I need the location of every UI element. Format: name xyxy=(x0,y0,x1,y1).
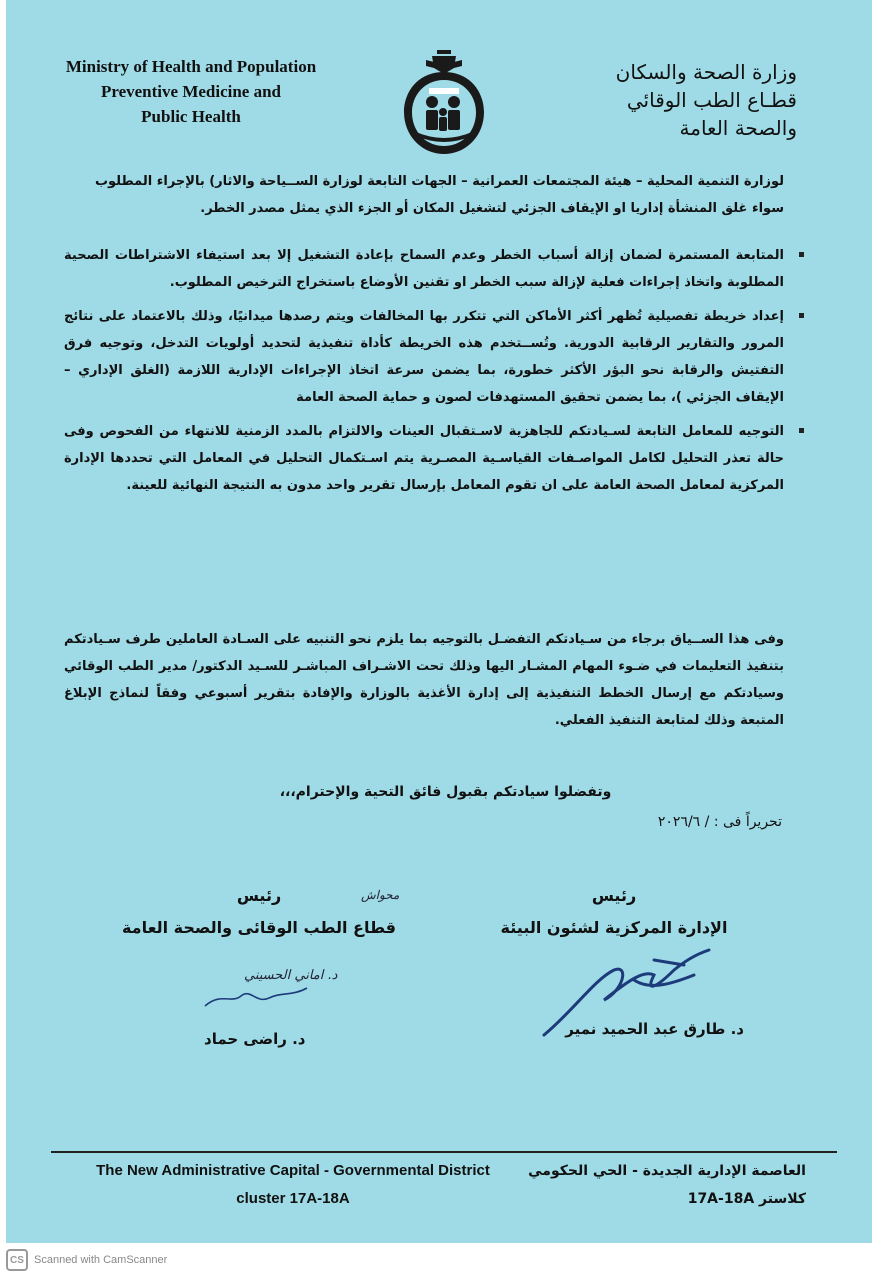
header-ar-line: والصحة العامة xyxy=(679,116,797,140)
signature-block-right xyxy=(474,880,754,944)
bullet-square-icon xyxy=(799,428,804,433)
intro-paragraph xyxy=(64,168,784,222)
footer-arabic xyxy=(516,1157,806,1213)
bullet-item xyxy=(64,303,784,411)
bullet-text: إعداد خريطة تفصيلية تُظهر أكثر الأماكن التي تتكرر بها المخالفات ويتم رصدها ميدانيًا، وذلك بالاعتماد على نتائج المرور والتقارير الرقابية الدورية. وتُســتخدم هذه الخريطة كأداة تنفيذية لتحديد أولويات التدخل، وتوجيه فرق التفتيش والرقابة نحو البؤر الأكثر خطورة، بما يضمن سرعة اتخاذ الإجراءات الإدارية اللازمة (الغلق الإداري – الإيقاف الجزئي )، بما يضمن تحقيق المستهدفات لصون و حماية الصحة العامة xyxy=(64,309,784,405)
bullet-text: المتابعة المستمرة لضمان إزالة أسباب الخطر وعدم السماح بإعادة التشغيل إلا بعد استيفاء الاشتراطات الصحية المطلوبة واتخاذ إجراءات فعلية لإزالة سبب الخطر او تقنين الأوضاع باستخراج الترخيص المطلوب. xyxy=(64,248,784,290)
signature-title: رئيس xyxy=(236,886,282,905)
camscanner-watermark xyxy=(6,1249,167,1271)
footer-divider xyxy=(51,1151,837,1153)
header-ar-line: وزارة الصحة والسكان xyxy=(615,60,797,84)
watermark-text: Scanned with CamScanner xyxy=(34,1254,168,1266)
bullet-square-icon xyxy=(799,252,804,257)
closing-salutation: وتفضلوا سيادتكم بقبول فائق التحية والإحترام،،، xyxy=(279,784,612,800)
date-label: تحريراً فى : xyxy=(713,814,782,830)
signature-department: قطاع الطب الوقائى والصحة العامة xyxy=(121,918,397,937)
header-arabic xyxy=(537,58,797,142)
signature-department: الإدارة المركزية لشئون البيئة xyxy=(500,918,728,937)
date-value: / ٢٠٢٦/٦ xyxy=(657,814,710,830)
signature-title: رئيس xyxy=(591,886,637,905)
header-ar-line: قطـاع الطب الوقائي xyxy=(626,88,797,112)
intro-line: لوزارة التنمية المحلية – هيئة المجتمعات العمرانية – الجهات التابعة لوزارة الســياحة والاثار) بالإجراء المطلوب xyxy=(94,174,784,189)
footer-en-line: cluster 17A-18A xyxy=(236,1190,350,1207)
request-paragraph: وفى هذا الســياق برجاء من سـيادتكم التفضـل بالتوجيه بما يلزم نحو التنبيه على السـادة العاملين طرف سـيادتكم بتنفيذ التعليمات في ضـوء المهام المشـار اليها وذلك تحت الاشـراف المباشـر للسـيد الدكتور/ مدير الطب الوقائي وسيادتكم مع إرسال الخطط التنفيذية إلى إدارة الأغذية بالوزارة والإفادة بتقرير أسبوعي وفقاً لنماذج الإبلاغ المتبعة وذلك لمتابعة التنفيذ الفعلي. xyxy=(64,632,784,728)
bullet-text: التوجيه للمعامل التابعة لسـيادتكم للجاهزية لاسـتقبال العينات والالتزام بالمدد الزمنية للانتهاء من الفحوص وفى حالة تعذر التحليل لكامل المواصـفات القياسـية المصـرية يتم اسـتكمال التحليل في المعامل التي تحددها الإدارة المركزية لمعامل الصحة العامة على ان تقوم المعامل بإرسال تقرير واحد مدون به النتيجة النهائية للعينة. xyxy=(64,424,784,493)
camscanner-logo-icon: CS xyxy=(6,1249,28,1271)
bullet-list xyxy=(64,242,784,506)
header-en-line: Preventive Medicine and xyxy=(100,82,282,101)
bullet-item xyxy=(64,418,784,499)
signature-scribble-left xyxy=(201,984,311,1012)
header-en-line: Public Health xyxy=(141,107,241,126)
signature-name-left: د. راضى حماد xyxy=(204,1030,306,1048)
date-line xyxy=(658,814,782,830)
footer-ar-line: كلاستر 17A-18A xyxy=(687,1191,806,1207)
intro-line: سواء غلق المنشأة إداريا او الإيقاف الجزئي لتشغيل المكان أو الجزء الذي يمثل مصدر الخطر. xyxy=(200,201,784,216)
signature-name-right: د. طارق عبد الحميد نمير xyxy=(565,1020,744,1038)
footer-english xyxy=(58,1157,528,1213)
header-english xyxy=(36,54,346,129)
bullet-item xyxy=(64,242,784,296)
footer-en-line: The New Administrative Capital - Governmental District xyxy=(96,1162,490,1179)
handwritten-initials: د. اماني الحسيني xyxy=(244,968,338,983)
letter-page xyxy=(6,0,872,1243)
bullet-square-icon xyxy=(799,313,804,318)
handwritten-note: محواش xyxy=(361,888,400,902)
ministry-of-health-emblem-icon xyxy=(396,48,492,166)
signature-block-left xyxy=(114,880,404,944)
header-en-line: Ministry of Health and Population xyxy=(65,57,317,76)
footer-ar-line: العاصمة الإدارية الجديدة - الحي الحكومي xyxy=(528,1163,806,1179)
